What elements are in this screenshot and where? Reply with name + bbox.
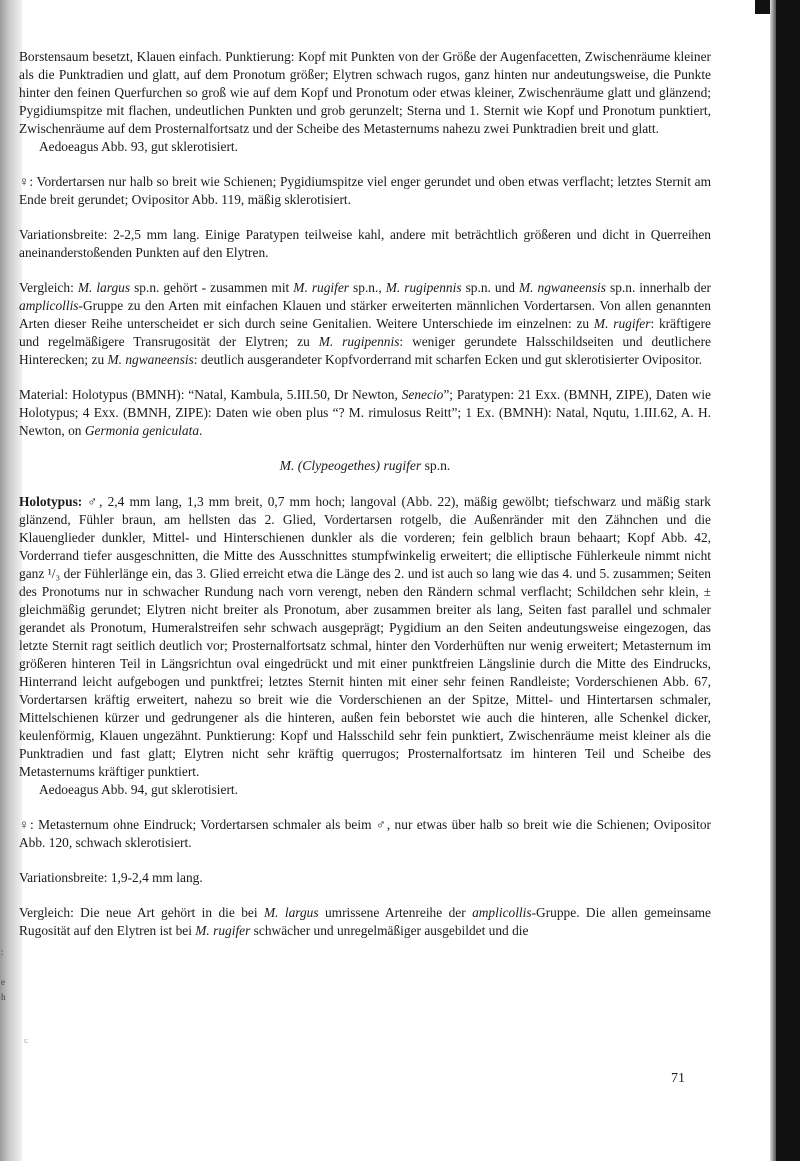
species-heading: M. (Clypeogethes) rugifer sp.n. <box>279 458 451 473</box>
scan-smudge: ι: <box>24 1036 29 1045</box>
paragraph-female-2: ♀: Metasternum ohne Eindruck; Vordertarsen schmaler als beim ♂, nur etwas über halb so breit wie die Schienen; Ovipositor Abb. 120, schwach sklerotisiert. <box>19 817 711 850</box>
aedoeagus-note: Aedoeagus Abb. 93, gut sklerotisiert. <box>39 139 238 154</box>
aedoeagus-note-2: Aedoeagus Abb. 94, gut sklerotisiert. <box>39 782 238 797</box>
page-number: 71 <box>671 1071 685 1086</box>
scan-corner <box>755 0 770 14</box>
paragraph-comparison-2: Vergleich: Die neue Art gehört in die bei M. largus umrissene Artenreihe der amplicollis-Gruppe. Die allen gemeinsame Rugosität auf den Elytren ist bei M. rugifer schwächer und unregelmäßiger ausgebildet und die <box>19 905 711 938</box>
paragraph-variation: Variationsbreite: 2-2,5 mm lang. Einige Paratypen teilweise kahl, andere mit beträchtlich größeren und dicht in Querreihen aneinanderstoßenden Punkten auf den Elytren. <box>19 227 711 260</box>
paragraph-female: ♀: Vordertarsen nur halb so breit wie Schienen; Pygidiumspitze viel enger gerundet und oben etwas verflacht; letztes Sternit am Ende breit gerundet; Ovipositor Abb. 119, mäßig sklerotisiert. <box>19 174 711 207</box>
holotype-label: Holotypus: <box>19 494 83 509</box>
scan-edge-right <box>770 0 800 1161</box>
paragraph-holotype: Holotypus: ♂, 2,4 mm lang, 1,3 mm breit, 0,7 mm hoch; langoval (Abb. 22), mäßig gewölbt; tiefschwarz und mäßig stark glänzend, Fühler braun, am hellsten das 2. Glied, Vordertarsen rotgelb, die Außenränder mit den Zähnchen und die Klauenglieder dunkler, Mittel- und Hinterschienen dunkler als die vorderen; fein gelblich braun behaart; Kopf Abb. 42, Vorderrand tiefer ausgeschnitten, die Mitte des Ausschnittes stumpfwinkelig erweitert; die elliptische Fühlerkeule nimmt nicht ganz ¹/₃ der Fühlerlänge ein, das 3. Glied erreicht etwa die Länge des 2. und ist auch so lang wie das 4. und 5. zusammen; Seiten des Pronotums nur in schwacher Rundung nach vorn verengt, neben den Rändern schmal verflacht; Schildchen sehr klein, ± gleichmäßig gerundet; Elytren nicht breiter als Pronotum, aber zusammen breiter als lang, Seiten fast parallel und schmaler gerandet als Pronotum, Humeralstreifen sehr schwach ausgeprägt; Pygidium an den Seiten andeutungsweise eingezogen, das letzte Sternit ragt seitlich deutlich vor; Prosternalfortsatz schmal, hinter den Vorderhüften nur wenig erweitert; Metasternum im größeren hinteren Teil in Längsrichtun oval eingedrückt und mit einer punktfreien Längslinie durch die Mitte des Eindrucks, Hinterrand leicht aufgebogen und punktfrei; letztes Sternit hinten mit einer sehr feinen Randleiste; Vorderschienen Abb. 67, Vordertarsen kräftig erweitert, nahezu so breit wie die Vorderschienen an der Spitze, Mittel- und Hintertarsen schmaler, Mittelschienen kürzer und gedrungener als die hinteren, außen fein beborstet wie auch die hinteren, alle Schenkel dicker, keulenförmig, Klauen ungezähnt. Punktierung: Kopf und Halsschild sehr fein punktiert, Zwischenräume meist kleiner als die Punktradien und fast glatt; Elytren nicht sehr kräftig querrugos; Prosternalfortsatz im hinteren Teil und Scheibe des Metasternums kräftiger punktiert. Aedoeagus Abb. 94, gut sklerotisiert. <box>19 494 711 797</box>
paragraph-comparison: Vergleich: M. largus sp.n. gehört - zusammen mit M. rugifer sp.n., M. rugipennis sp.n. und M. ngwaneensis sp.n. innerhalb der amplicollis-Gruppe zu den Arten mit einfachen Klauen und stärker erweiterten männlichen Vordertarsen. Von allen genannten Arten dieser Reihe unterscheidet er sich durch seine Genitalien. Weitere Unterschiede im einzelnen: zu M. rugifer: kräftigere und regelmäßigere Transrugosität der Elytren; zu M. rugipennis: weniger gerundete Halsschildseiten und deutlichere Hinterecken; zu M. ngwaneensis: deutlich ausgerandeter Kopfvorderrand mit scharfen Ecken und gut sklerotisierter Ovipositor. <box>19 280 712 367</box>
paragraph-material: Material: Holotypus (BMNH): “Natal, Kambula, 5.III.50, Dr Newton, Senecio”; Paratypen: 21 Exx. (BMNH, ZIPE), Daten wie Holotypus; 4 Exx. (BMNH, ZIPE): Daten wie oben plus “? M. rimulosus Reitt”; 1 Ex. (BMNH): Natal, Nqutu, 1.III.62, A. H. Newton, on Germonia geniculata. <box>19 387 711 438</box>
gutter-marks: : e h <box>1 947 6 1002</box>
page-text <box>19 48 711 957</box>
paragraph-description-end: Borstensaum besetzt, Klauen einfach. Punktierung: Kopf mit Punkten von der Größe der Augenfacetten, Zwischenräume kleiner als die Punktradien und glatt, auf dem Pronotum größer; Elytren schwach rugos, ganz hinten nur andeutungsweise, die Punkte hinter den feinen Querfurchen so groß wie auf dem Kopf und Pronotum oder etwas kleiner, Zwischenräume glatt und glänzend; Pygidiumspitze mit flachen, undeutlichen Punkten und grob gerunzelt; Sterna und 1. Sternit wie Kopf und Pronotum punktiert, Zwischenräume auf dem Prosternalfortsatz und der Scheibe des Metasternums nahezu zwei Punktradien breit und glatt. Aedoeagus Abb. 93, gut sklerotisiert. <box>19 49 711 154</box>
paragraph-variation-2: Variationsbreite: 1,9-2,4 mm lang. <box>19 870 203 885</box>
